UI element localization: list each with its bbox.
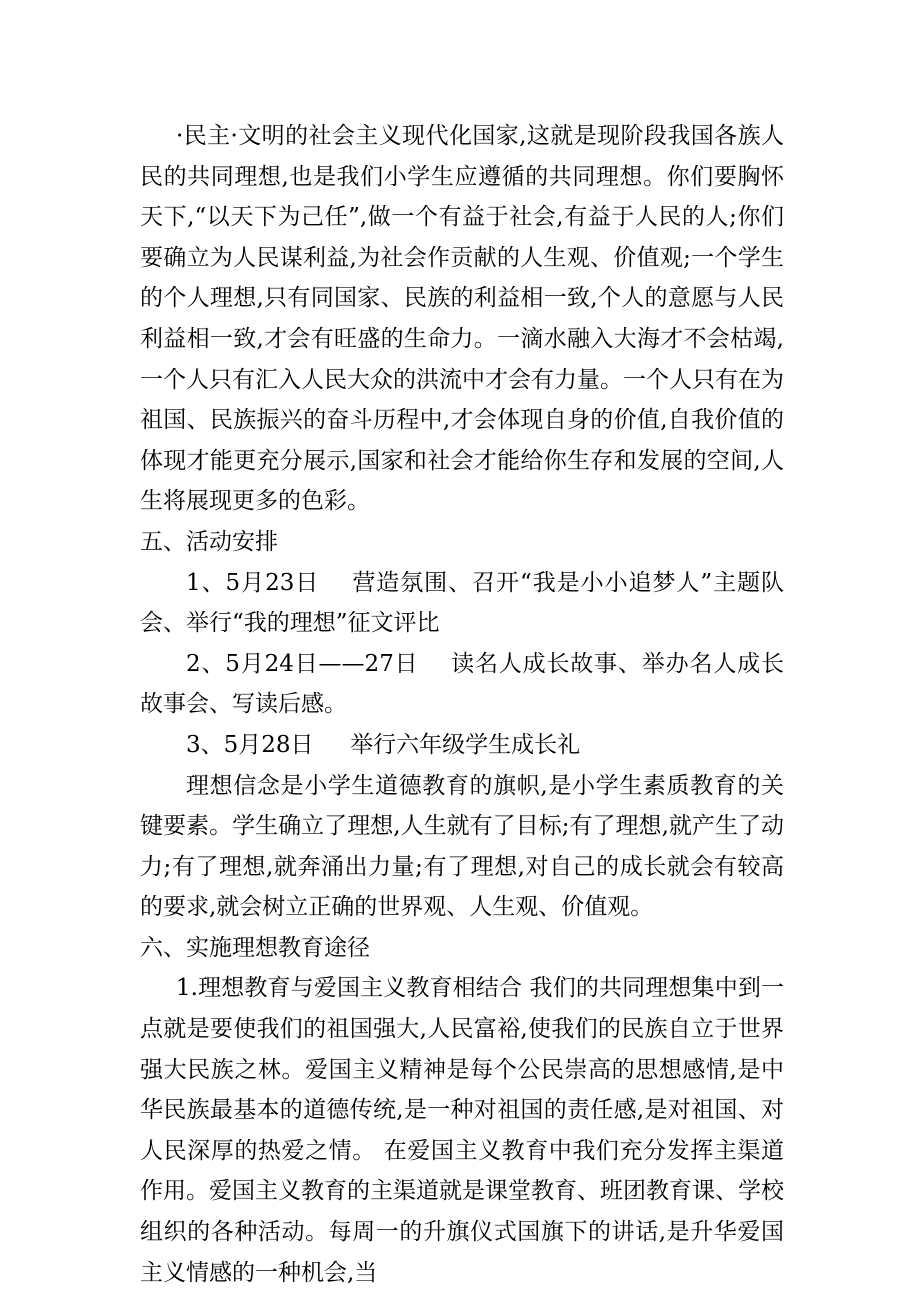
paragraph-ideal-intro: ·民主·文明的社会主义现代化国家,这就是现阶段我国各族人民的共同理想,也是我们小学生应遵循的共同理想。你们要胸怀天下,“以天下为己任”,做一个有益于社会,有益于人民的人;你们要确立为人民谋利益,为社会作贡献的人生观、价值观;一个学生的个人理想,只有同国家、民族的利益相一致,个人的意愿与人民利益相一致,才会有旺盛的生命力。一滴水融入大海才不会枯竭,一个人只有汇入人民大众的洪流中才会有力量。一个人只有在为祖国、民族振兴的奋斗历程中,才会体现自身的价值,自我价值的体现才能更充分展示,国家和社会才能给你生存和发展的空间,人生将展现更多的色彩。 [140,123,784,515]
document-body [140,116,784,1293]
activity-item-2: 2、5月24日——27日 读名人成长故事、举办名人成长故事会、写读后感。 [140,650,784,718]
activity-item-1: 1、5月23日 营造氛围、召开“我是小小追梦人”主题队会、举行“我的理想”征文评比 [140,569,784,637]
activity-item-3: 3、5月28日 举行六年级学生成长礼 [186,731,581,758]
section-heading-activity-arrangement: 五、活动安排 [140,528,278,555]
section-heading-implementation: 六、实施理想教育途径 [140,934,370,961]
paragraph-ideal-belief: 理想信念是小学生道德教育的旗帜,是小学生素质教育的关键要素。学生确立了理想,人生就有了目标;有了理想,就产生了动力;有了理想,就奔涌出力量;有了理想,对自己的成长就会有较高的要求,就会树立正确的世界观、人生观、价值观。 [140,772,784,921]
paragraph-patriotism: 1.理想教育与爱国主义教育相结合 我们的共同理想集中到一点就是要使我们的祖国强大,人民富裕,使我们的民族自立于世界强大民族之林。爱国主义精神是每个公民崇高的思想感情,是中华民族最基本的道德传统,是一种对祖国的责任感,是对祖国、对人民深厚的热爱之情。 在爱国主义教育中我们充分发挥主渠道作用。爱国主义教育的主渠道就是课堂教育、班团教育课、学校组织的各种活动。每周一的升旗仪式国旗下的讲话,是升华爱国主义情感的一种机会,当 [140,975,784,1286]
